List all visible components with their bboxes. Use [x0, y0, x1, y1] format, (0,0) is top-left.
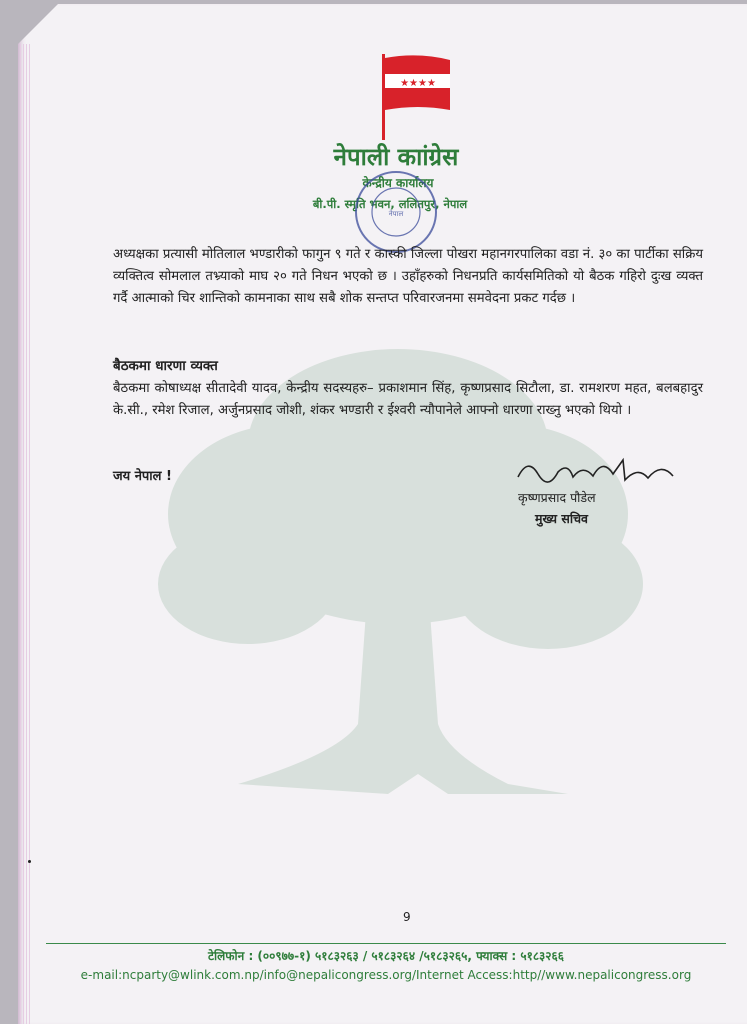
signatory-title: मुख्य सचिव: [535, 511, 588, 526]
organization-office: केन्द्रीय कार्यालय: [362, 176, 434, 190]
condolence-paragraph: अध्यक्षका प्रत्यासी मोतिलाल भण्डारीको फागुन ९ गते र कास्की जिल्ला पोखरा महानगरपालिका वडा नं. ३० का पार्टीका सक्रिय व्यक्तित्व सोमलाल तभ्र्याको माघ २० गते निधन भएको छ । उहाँहरुको निधनप्रति कार्यसमितिको यो बैठक गहिरो दुःख व्यक्त गर्दै आत्माको चिर शान्तिको कामनाका साथ सबै शोक सन्तप्त परिवारजनमा समवेदना प्रकट गर्दछ ।: [113, 247, 703, 306]
signatory-name: कृष्णप्रसाद पौडेल: [518, 490, 596, 505]
ink-speck: [28, 860, 31, 863]
organization-address: बी.पी. स्मृति भवन, ललितपुर, नेपाल: [312, 197, 468, 211]
footer-contact-phone: टेलिफोन : (००९७७-१) ५१८३२६३ / ५१८३२६४ /५१८३२६५, फ्याक्स : ५१८३२६६: [207, 949, 565, 963]
closing-salutation: जय नेपाल !: [113, 469, 172, 484]
svg-text:नेपाल: नेपाल: [388, 210, 404, 218]
folded-corner: [18, 4, 58, 44]
footer-contact-email: e-mail:ncparty@wlink.com.np/info@nepalicongress.org/Internet Access:http//www.nepalicongress.org: [80, 968, 692, 982]
organization-name: नेपाली काांग्रेस: [333, 143, 459, 171]
opinions-paragraph: बैठकमा कोषाध्यक्ष सीतादेवी यादव, केन्द्रीय सदस्यहरु– प्रकाशमान सिंह, कृष्णप्रसाद सिटौला, डा. रामशरण महत, बलबहादुर के.सी., रमेश रिजाल, अर्जुनप्रसाद जोशी, शंकर भण्डारी र ईश्वरी न्यौपानेले आफ्नो धारणा राख्नु भएको थियो ।: [113, 381, 703, 418]
svg-text:★★★★: ★★★★: [400, 78, 436, 89]
page-edge-stack: [20, 44, 30, 1024]
footer-divider: [46, 943, 726, 944]
page-number: 9: [403, 910, 411, 924]
letter-page: [18, 4, 747, 1024]
party-flag-logo: [378, 52, 478, 142]
official-stamp: [353, 169, 439, 255]
section-heading: बैठकमा धारणा व्यक्त: [113, 358, 218, 374]
handwritten-signature: [513, 452, 683, 492]
